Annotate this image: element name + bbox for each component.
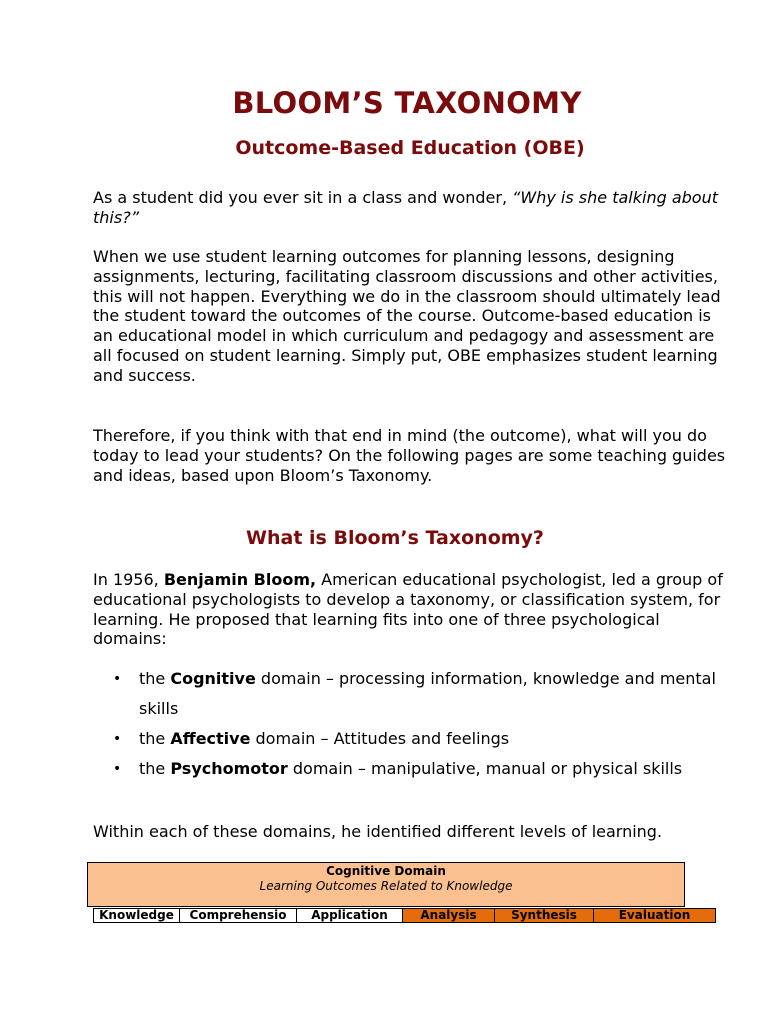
page-subtitle: Outcome-Based Education (OBE)	[235, 137, 585, 159]
levels-paragraph: Within each of these domains, he identified different levels of learning.	[93, 822, 663, 841]
level-knowledge: Knowledge	[93, 908, 180, 923]
domain-description: domain – processing information, knowledge and mental skills	[139, 669, 716, 718]
level-evaluation: Evaluation	[594, 908, 716, 923]
domain-name: Psychomotor	[170, 759, 288, 778]
level-synthesis: Synthesis	[495, 908, 594, 923]
cognitive-domain-subtitle: Learning Outcomes Related to Knowledge	[259, 879, 513, 893]
bullet-icon: •	[113, 731, 122, 747]
list-item-prefix: the	[139, 729, 171, 748]
list-item-prefix: the	[139, 759, 171, 778]
cognitive-domain-title: Cognitive Domain	[326, 864, 446, 878]
list-item	[93, 664, 733, 724]
domain-description: domain – Attitudes and feelings	[250, 729, 510, 748]
bloom-paragraph	[93, 570, 733, 649]
bloom-paragraph-start: In 1956,	[93, 570, 164, 589]
domain-name: Affective	[170, 729, 251, 748]
list-item	[93, 754, 733, 784]
intro-quote: “Why is she talking about this?”	[93, 188, 718, 227]
bloom-paragraph-rest: American educational psychologist, led a group of educational psychologists to develop a taxonomy, or classification system, for learning. He proposed that learning fits into one of three psychological domains:	[93, 570, 723, 649]
bloom-name: Benjamin Bloom,	[163, 570, 317, 589]
bullet-icon: •	[113, 761, 122, 777]
intro-paragraph	[93, 188, 733, 228]
intro-text: As a student did you ever sit in a class and wonder,	[93, 188, 513, 207]
level-analysis: Analysis	[403, 908, 495, 923]
level-comprehension: Comprehensio	[180, 908, 297, 923]
domain-description: domain – manipulative, manual or physical skills	[287, 759, 683, 778]
bullet-icon: •	[113, 671, 122, 687]
therefore-paragraph: Therefore, if you think with that end in mind (the outcome), what will you do today to lead your students? On the following pages are some teaching guides and ideas, based upon Bloom’s Taxonomy.	[93, 426, 726, 485]
section-heading: What is Bloom’s Taxonomy?	[246, 527, 544, 549]
domain-list	[93, 664, 733, 784]
list-item-prefix: the	[139, 669, 171, 688]
domain-name: Cognitive	[170, 669, 256, 688]
page-title: BLOOM’S TAXONOMY	[232, 86, 582, 120]
cognitive-levels-row	[93, 908, 716, 923]
list-item	[93, 724, 733, 754]
obe-paragraph: When we use student learning outcomes for planning lessons, designing assignments, lecturing, facilitating classroom discussions and other activities, this will not happen. Everything we do in the classroom should ultimately lead the student toward the outcomes of the course. Outcome-based education is an educational model in which curriculum and pedagogy and assessment are all focused on student learning. Simply put, OBE emphasizes student learning and success.	[93, 247, 721, 385]
level-application: Application	[297, 908, 403, 923]
cognitive-domain-header	[87, 862, 685, 907]
